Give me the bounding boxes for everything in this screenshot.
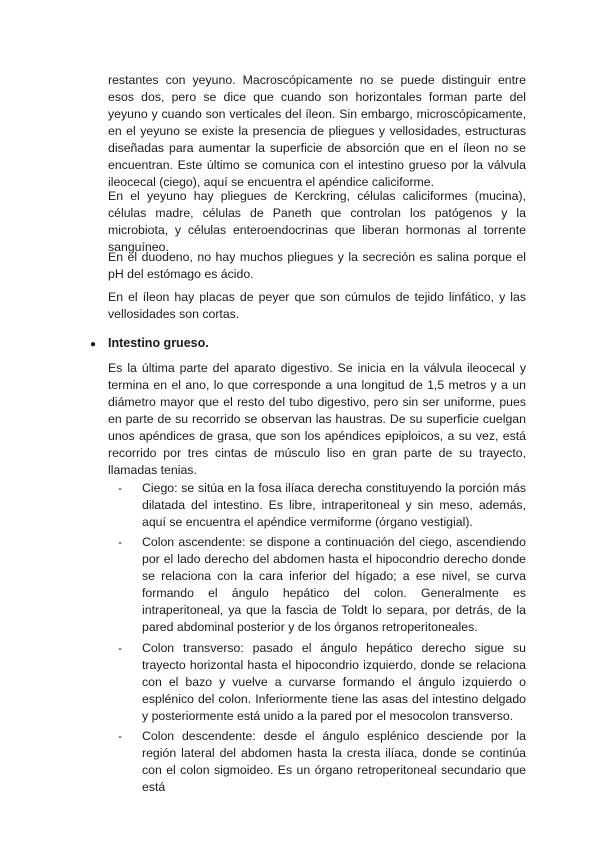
dash-marker: - [118,641,123,655]
section-title: Intestino grueso. [108,336,209,350]
list-item-ciego [118,480,526,531]
paragraph-yeyuno-ileon: restantes con yeyuno. Macroscópicamente no se puede distinguir entre esos dos, pero se dice que cuando son horizontales forman parte del yeyuno y cuando son verticales del íleon. Sin embargo, microscópicamente, en el yeyuno se existe la presencia de pliegues y vellosidades, estructuras diseñadas para aumentar la superficie de absorción que en el íleon no se encuentran. Este último se comunica con el intestino grueso por la válvula ileocecal (ciego), aquí se encuentra el apéndice caliciforme. [108,73,526,189]
bullet-icon: ● [90,339,97,350]
list-item-colon-descendente [118,728,526,796]
dash-marker: - [118,535,123,549]
list-item-text: Ciego: se sitúa en la fosa ilíaca derecha constituyendo la porción más dilatada del intestino. Es libre, intraperitoneal y sin meso, además, aquí se encuentra el apéndice vermiforme (órgano vestigial). [142,481,526,529]
list-item-text: Colon descendente: desde el ángulo esplénico desciende por la región lateral del abdomen hasta la cresta ilíaca, donde se continúa con el colon sigmoideo. Es un órgano retroperitoneal secundario que está [142,729,526,794]
paragraph-ileon: En el íleon hay placas de peyer que son cúmulos de tejido linfático, y las vellosidades son cortas. [108,290,526,321]
paragraph-yeyuno-pliegues: En el yeyuno hay pliegues de Kerckring, células caliciformes (mucina), células madre, células de Paneth que controlan los patógenos y la microbiota, y células enteroendocrinas que liberan hormonas al torrente sanguíneo. [108,189,526,254]
list-item-colon-ascendente [118,534,526,636]
list-item-colon-transverso [118,640,526,725]
list-item-text: Colon transverso: pasado el ángulo hepático derecho sigue su trayecto horizontal hasta el hipocondrio izquierdo, donde se relaciona con el bazo y vuelve a curvarse formando el ángulo izquierdo o esplénico del colon. Inferiormente tiene las asas del intestino delgado y posteriormente está unido a la pared por el mesocolon transverso. [142,641,526,723]
paragraph-duodeno: En el duodeno, no hay muchos pliegues y la secreción es salina porque el pH del estómago es ácido. [108,250,526,281]
section-intro: Es la última parte del aparato digestivo. Se inicia en la válvula ileocecal y termina en el ano, lo que corresponde a una longitud de 1,5 metros y a un diámetro mayor que el resto del tubo digestivo, pero sin ser uniforme, pues en parte de su recorrido se observan las haustras. De su superficie cuelgan unos apéndices de grasa, que son los apéndices epiploicos, a su vez, está recorrido por tres cintas de músculo liso en gran parte de su trayecto, llamadas tenias. [108,361,526,477]
section-heading [90,335,520,353]
dash-marker: - [118,481,123,495]
dash-marker: - [118,729,123,743]
list-item-text: Colon ascendente: se dispone a continuación del ciego, ascendiendo por el lado derecho del abdomen hasta el hipocondrio derecho donde se relaciona con la cara inferior del hígado; a ese nivel, se curva formando el ángulo hepático del colon. Generalmente es intraperitoneal, ya que la fascia de Toldt lo separa, por detrás, de la pared abdominal posterior y de los órganos retroperitoneales. [142,535,526,634]
